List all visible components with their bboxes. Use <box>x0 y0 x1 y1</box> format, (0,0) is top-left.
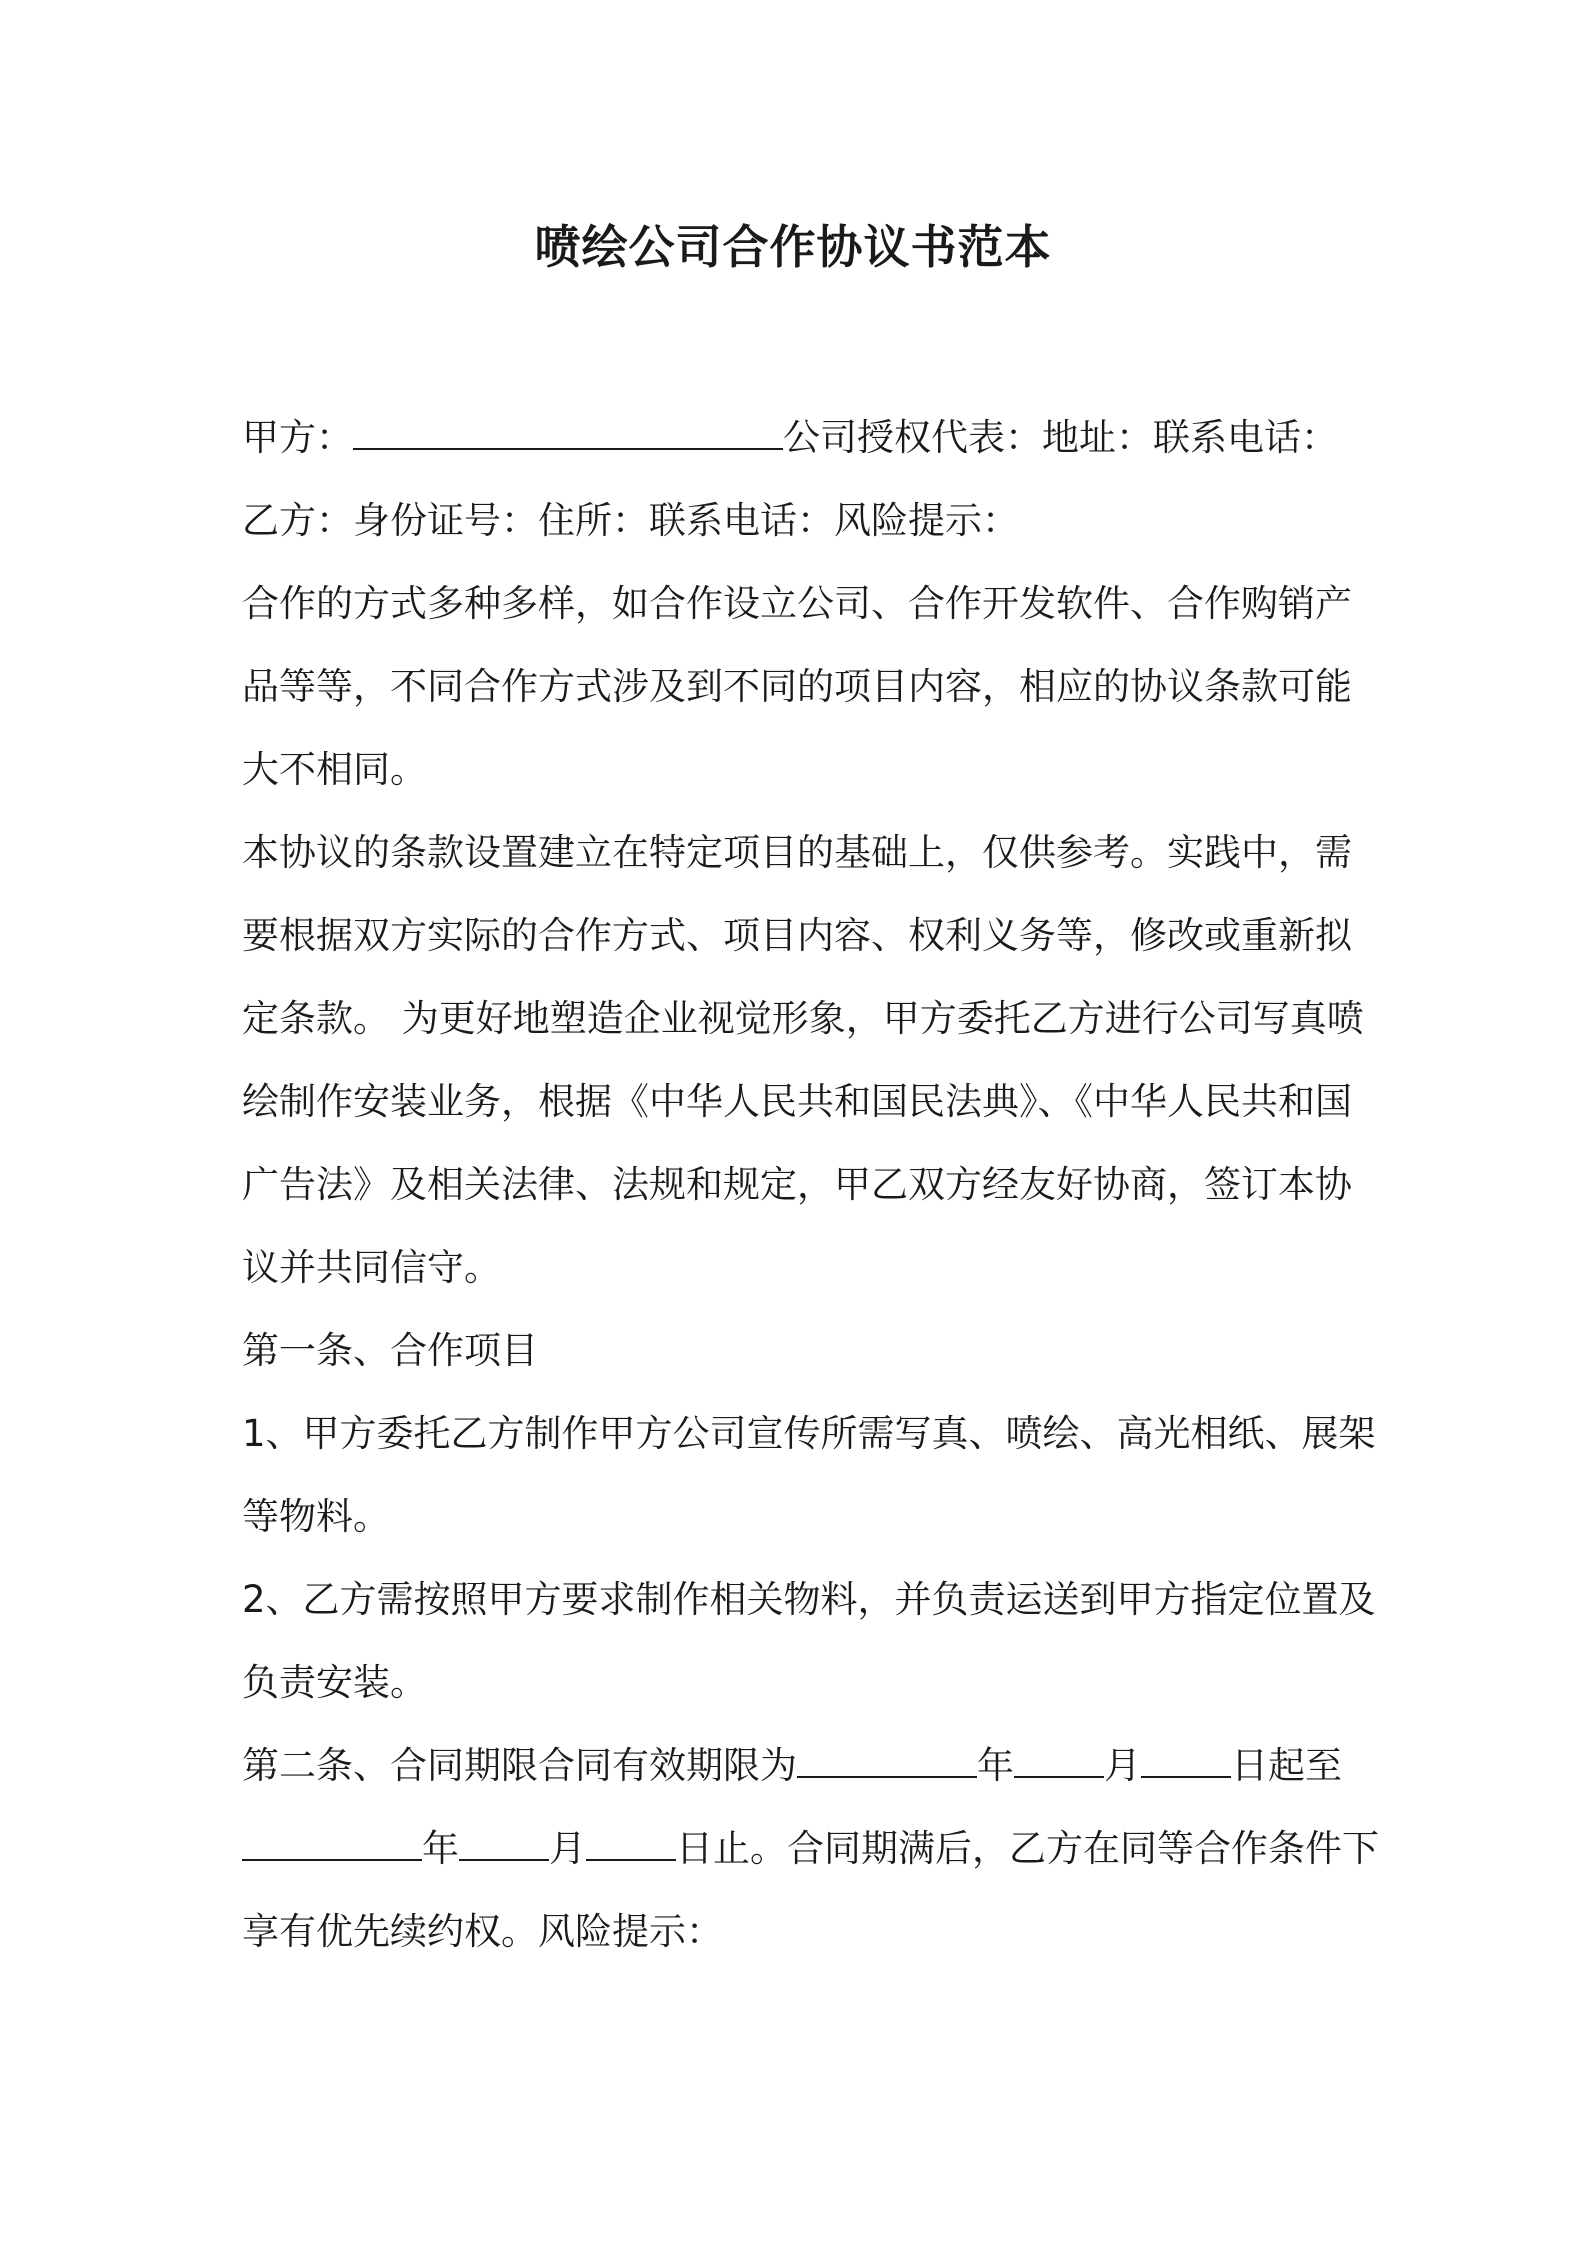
end-year-label: 年 <box>422 1827 459 1870</box>
article-one-clause-1: 1、甲方委托乙方制作甲方公司宣传所需写真、喷绘、高光相纸、展架等物料。 <box>242 1412 1376 1538</box>
start-month-label: 月 <box>1104 1744 1141 1787</box>
article-two-term <box>242 1724 1382 1973</box>
paragraph-cooperation-modes: 合作的方式多种多样，如合作设立公司、合作开发软件、合作购销产品等等，不同合作方式涉及到不同的项目内容，相应的协议条款可能大不相同。 <box>242 582 1352 791</box>
party-a-name-blank <box>353 413 783 450</box>
article-two-prefix: 第二条、合同期限合同有效期限为 <box>242 1744 797 1787</box>
end-day-label: 日止。合同期满后，乙方在同等合作条件下享有优先续约权。风险提示： <box>242 1827 1379 1953</box>
article-one-heading: 第一条、合作项目 <box>242 1329 538 1372</box>
start-month-blank <box>1014 1741 1104 1778</box>
end-month-label: 月 <box>549 1827 586 1870</box>
start-year-label: 年 <box>977 1744 1014 1787</box>
party-a-fields: 公司授权代表：地址：联系电话： <box>783 416 1338 459</box>
end-month-blank <box>459 1824 549 1861</box>
paragraph-preamble: 本协议的条款设置建立在特定项目的基础上，仅供参考。实践中，需要根据双方实际的合作方式、项目内容、权利义务等，修改或重新拟定条款。 为更好地塑造企业视觉形象，甲方委托乙方进行公司写真喷绘制作安装业务，根据《中华人民共和国民法典》、《中华人民共和国广告法》及相关法律、法规和规定，甲乙双方经友好协商，签订本协议并共同信守。 <box>242 831 1364 1289</box>
party-a-label: 甲方： <box>242 416 353 459</box>
party-b-line: 乙方：身份证号：住所：联系电话：风险提示： <box>242 499 1019 542</box>
start-day-blank <box>1141 1741 1231 1778</box>
start-year-blank <box>797 1741 977 1778</box>
document-title: 喷绘公司合作协议书范本 <box>534 220 1052 274</box>
end-day-blank <box>586 1824 676 1861</box>
article-one-clause-2: 2、乙方需按照甲方要求制作相关物料，并负责运送到甲方指定位置及负责安装。 <box>242 1578 1376 1704</box>
end-year-blank <box>242 1824 422 1861</box>
start-day-label: 日起至 <box>1231 1744 1342 1787</box>
document-body <box>242 396 1382 1973</box>
party-a-line <box>242 396 1382 479</box>
